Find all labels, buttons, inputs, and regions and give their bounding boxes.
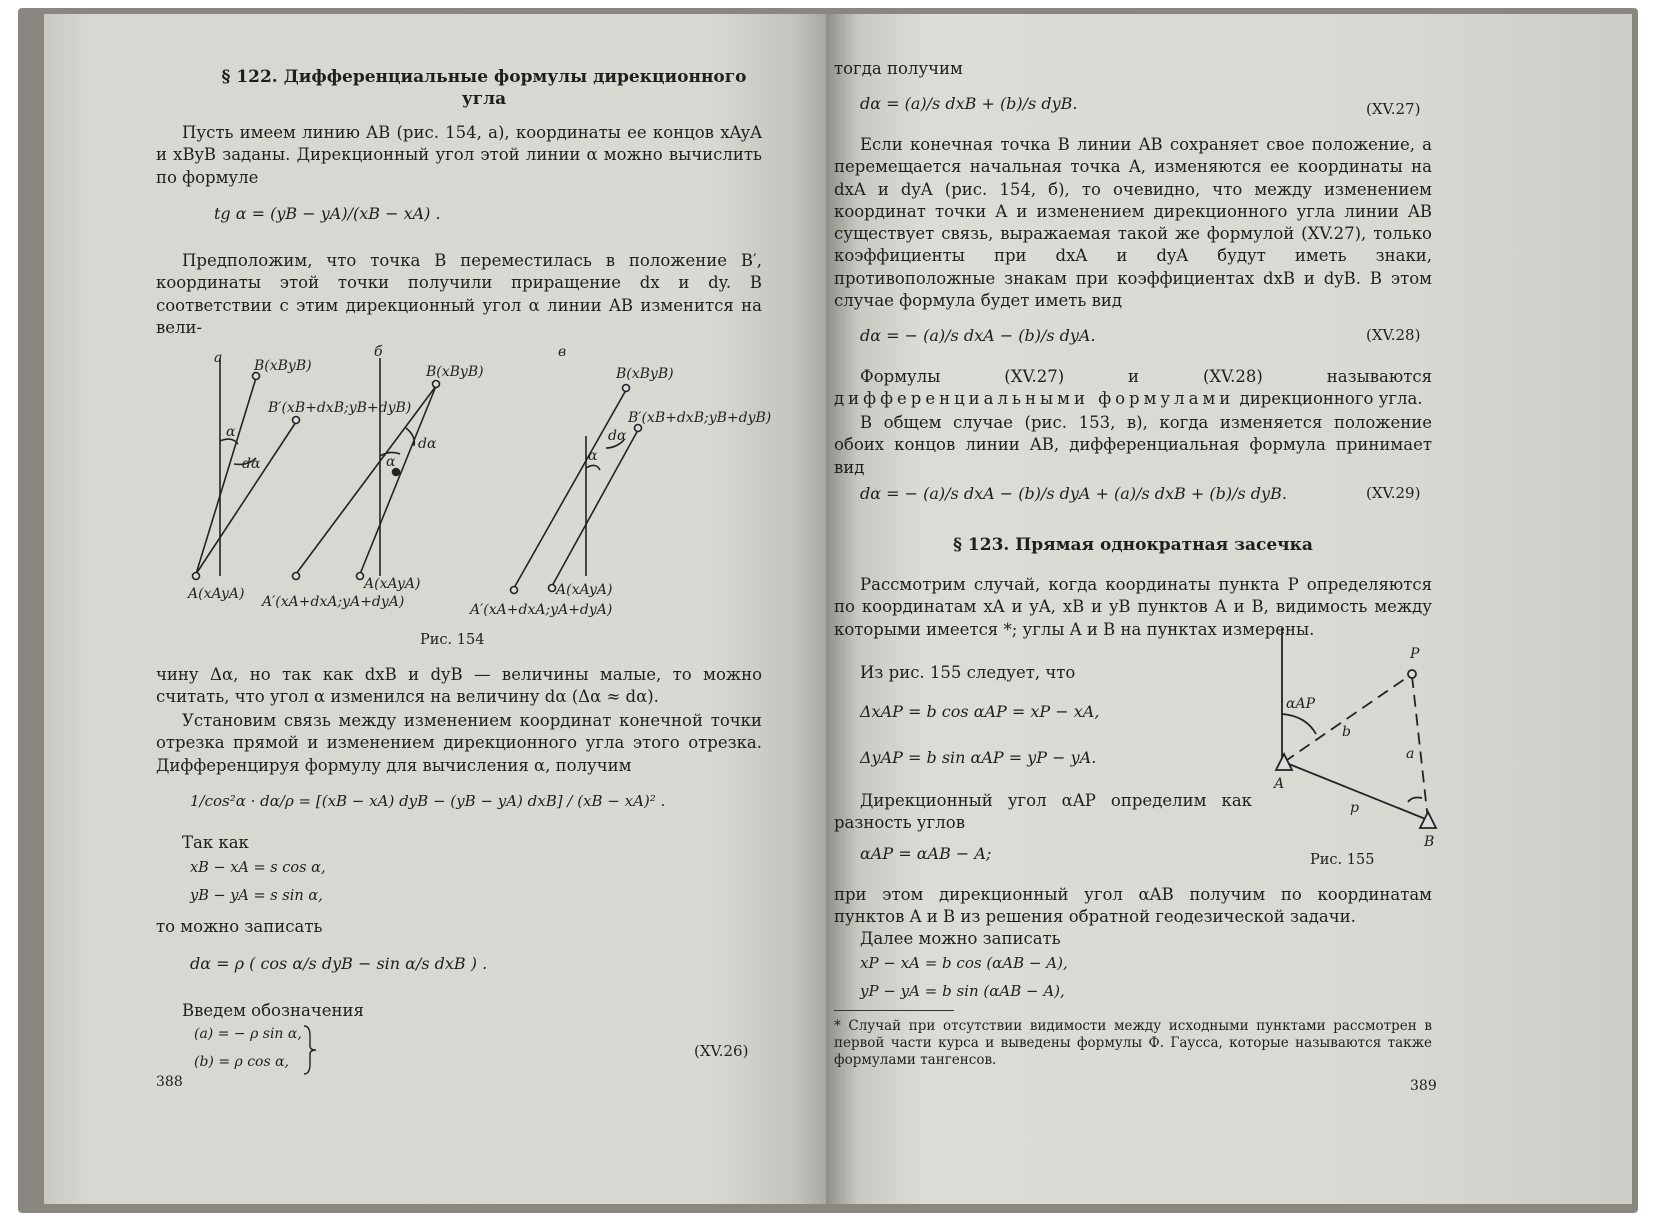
fig154b-dalpha: dα [418, 436, 437, 452]
fig154a-dalpha: dα [242, 456, 261, 472]
fig154-label-c: в [558, 344, 567, 360]
right-para-3: В общем случае (рис. 153, в), когда изменяется положение обоих концов линии AB, дифференциальная формула принимает вид [834, 413, 1432, 477]
fig155-p: p [1350, 800, 1359, 816]
fig154c-dalpha: dα [608, 428, 627, 444]
def-a: (a) = − ρ sin α, [194, 1026, 302, 1042]
open-book [18, 8, 1638, 1213]
fig154b-Aprime: A′(xA+dxA;yA+dyA) [262, 594, 405, 610]
fig154-label-b: б [374, 344, 383, 360]
section-title-122: § 122. Дифференциальные формулы дирекционного угла [221, 67, 747, 109]
right-para-1: Если конечная точка B линии AB сохраняет свое положение, а перемещается начальная точка A, изменяются ее координаты на dxA и dyA (рис. 154, б), то очевидно, что между изменением координат точки A и изменением дирекционного угла линии AB существует связь, выражаемая такой же формулой (XV.27), только коэффициенты при dxA и dyA будут иметь знаки, противоположные знакам при коэффициентах dxB и dyB. В этом случае формула будет иметь вид [834, 135, 1432, 311]
eq-num-29: (XV.29) [1366, 484, 1421, 502]
fig155-B: B [1424, 834, 1435, 850]
right-para-6: Дирекционный угол αAP определим как разность углов [834, 791, 1252, 833]
fig154a-A: A(xAyA) [188, 586, 245, 602]
left-para-1: Пусть имеем линию AB (рис. 154, а), координаты ее концов xAyA и xByB заданы. Дирекционный угол этой линии α можно вычислить по формуле [156, 123, 762, 187]
eq-alpha-ap: αAP = αAB − A; [860, 844, 992, 863]
eq-delta-x: ΔxAP = b cos αAP = xP − xA, [860, 702, 1100, 721]
fig154c-B: B(xByB) [616, 366, 674, 382]
fig154c-Aprime: A′(xA+dxA;yA+dyA) [470, 602, 613, 618]
figure-155 [1262, 624, 1452, 854]
fig154a-Bprime: B′(xB+dxB;yB+dyB) [268, 400, 412, 416]
right-para-7: при этом дирекционный угол αAB получим по координатам пунктов A и B из решения обратной геодезической задачи. [834, 885, 1432, 927]
eq-num-26: (XV.26) [694, 1042, 749, 1060]
text-vvedem: Введем обозначения [182, 1001, 364, 1020]
fig154c-alpha: α [588, 448, 598, 464]
formula-tg: tg α = (yB − yA)/(xB − xA) . [214, 204, 441, 223]
left-para-3: чину Δα, но так как dxB и dyB — величины малые, то можно считать, что угол α изменился на величину dα (Δα ≈ dα). [156, 665, 762, 707]
fig154-caption: Рис. 154 [420, 632, 485, 648]
para2-spaced-term: дифференциальными формулами [834, 389, 1235, 409]
fig154c-A: A(xAyA) [556, 582, 613, 598]
fig154b-alpha: α [386, 454, 396, 470]
right-page [826, 14, 1632, 1204]
left-para-2: Предположим, что точка B переместилась в положение B′, координаты этой точки получили приращение dx и dy. В соответствии с этим дирекционный угол α линии AB изменится на вели- [156, 251, 762, 337]
def-b: (b) = ρ cos α, [194, 1054, 290, 1070]
fig154-label-a: а [214, 350, 223, 366]
fig154b-A: A(xAyA) [364, 576, 421, 592]
section-title-123: § 123. Прямая однократная засечка [953, 535, 1313, 555]
fig155-P: P [1410, 646, 1420, 662]
eq-y-diff: yB − yA = s sin α, [190, 888, 323, 904]
page-number-left: 388 [156, 1074, 183, 1090]
text-to-mozhno: то можно записать [156, 917, 323, 936]
fig155-A: A [1274, 776, 1285, 792]
formula-differentiated: 1/cos²α · dα/ρ = [(xB − xA) dyB − (yB − yA) dxB] / (xB − xA)² . [190, 792, 666, 810]
eq-x-diff: xB − xA = s cos α, [190, 860, 326, 876]
eq-yp: yP − yA = b sin (αAB − A), [860, 982, 1065, 1000]
formula-dalpha: dα = ρ ( cos α/s dyB − sin α/s dxB ) . [190, 954, 488, 973]
eq-num-27: (XV.27) [1366, 100, 1421, 118]
formula-xv28: dα = − (a)/s dxA − (b)/s dyA. [860, 326, 1096, 345]
fig155-alpha: αAP [1286, 696, 1315, 712]
text-tak-kak: Так как [182, 833, 249, 852]
footnote: * Случай при отсутствии видимости между исходными пунктами рассмотрен в первой части курса и выведены формулы Ф. Гаусса, которые называются также формулами тангенсов. [834, 1018, 1432, 1068]
page-number-right: 389 [1410, 1078, 1437, 1094]
figure-154 [144, 336, 784, 646]
fig154a-alpha: α [226, 424, 236, 440]
para2-start: Формулы (XV.27) и (XV.28) называются [860, 367, 1432, 386]
fig155-caption: Рис. 155 [1310, 852, 1375, 868]
right-para-2 [834, 366, 1432, 411]
right-para-8: Далее можно записать [860, 929, 1061, 948]
eq-num-28: (XV.28) [1366, 326, 1421, 344]
left-page [44, 14, 826, 1204]
fig154c-Bprime: B′(xB+dxB;yB+dyB) [628, 410, 772, 426]
text-togda: тогда получим [834, 59, 963, 78]
footnote-divider [834, 1010, 954, 1011]
brace-icon [302, 1024, 318, 1076]
fig154a-B: B(xByB) [254, 358, 312, 374]
eq-delta-y: ΔyAP = b sin αAP = yP − yA. [860, 748, 1097, 767]
fig155-b: b [1342, 724, 1351, 740]
fig154b-B: B(xByB) [426, 364, 484, 380]
para4-text: Рассмотрим случай, когда координаты пункта P определяются по координатам xA и yA, xB и yB пунктов A и B, видимость между которыми имеется *; углы A и B на пунктах измерены. [834, 575, 1432, 639]
eq-xp: xP − xA = b cos (αAB − A), [860, 954, 1068, 972]
right-para-5: Из рис. 155 следует, что [860, 663, 1076, 682]
para2-end: дирекционного угла. [1239, 389, 1423, 409]
formula-xv29: dα = − (a)/s dxA − (b)/s dyA + (a)/s dxB + (b)/s dyB. [860, 484, 1287, 503]
formula-xv27: dα = (a)/s dxB + (b)/s dyB. [860, 94, 1078, 113]
fig155-a: a [1406, 746, 1415, 762]
left-para-4: Установим связь между изменением координат конечной точки отрезка прямой и изменением дирекционного угла этого отрезка. Дифференцируя формулу для вычисления α, получим [156, 711, 762, 775]
